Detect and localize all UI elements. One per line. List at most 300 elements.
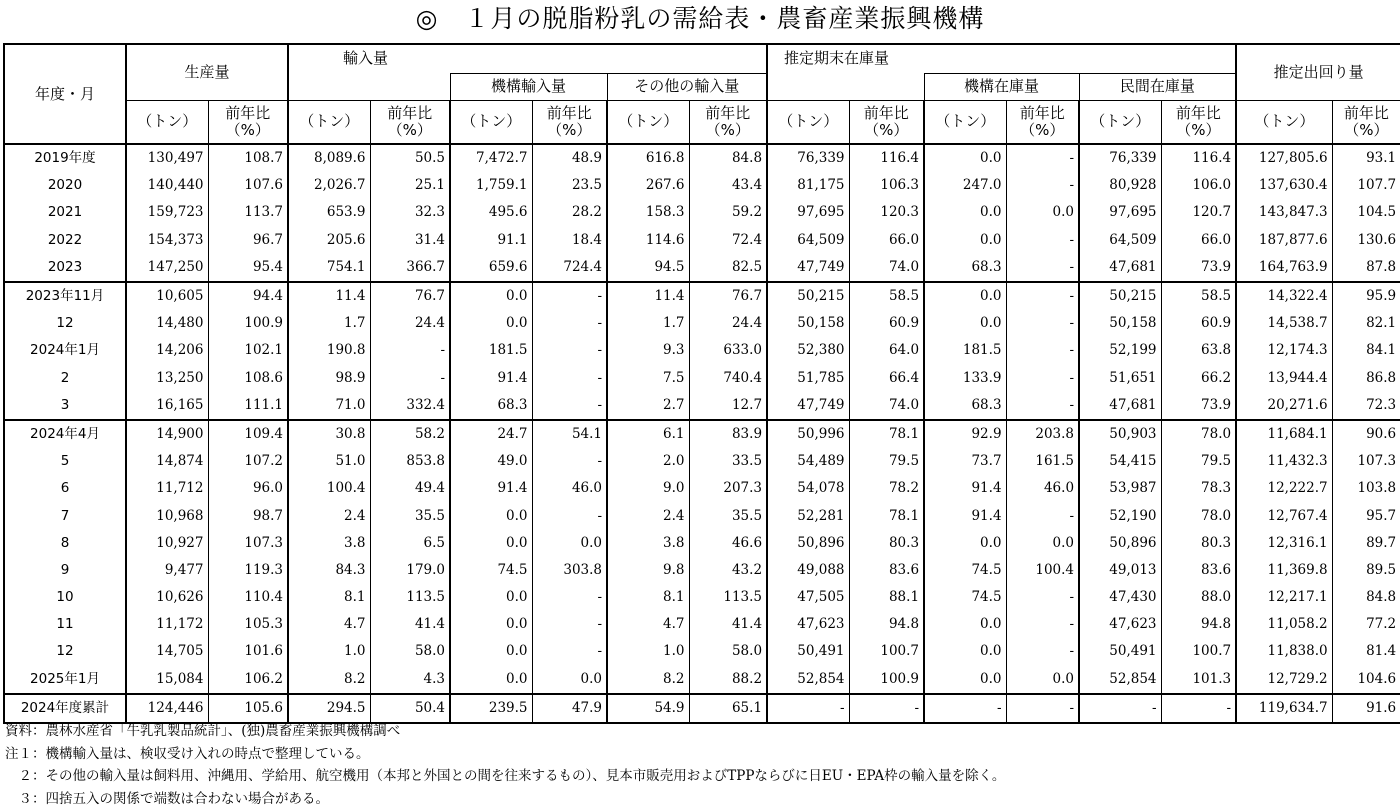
data-cell: 154,373 [126,227,208,254]
data-cell: 12,174.3 [1236,337,1332,364]
data-cell: 97,695 [767,199,849,226]
data-cell: 143,847.3 [1236,199,1332,226]
data-cell: 81.4 [1332,638,1400,665]
data-cell: 50,996 [767,420,849,448]
total-row [4,694,1400,723]
row-label: 2021 [4,199,126,226]
data-cell: 72.3 [1332,392,1400,420]
data-cell: 59.2 [689,199,767,226]
data-cell: 205.6 [288,227,370,254]
data-cell: - [532,638,607,665]
unit-ton-header: （トン） [1236,100,1332,144]
data-cell: 130.6 [1332,227,1400,254]
data-cell: 51,785 [767,365,849,392]
data-cell: 20,271.6 [1236,392,1332,420]
data-cell: 853.8 [370,448,450,475]
data-cell: 49.4 [370,475,450,502]
data-cell: - [1006,227,1079,254]
data-cell: 52,854 [767,666,849,694]
data-cell: 78.1 [849,502,924,529]
data-cell: 0.0 [924,530,1006,557]
data-cell: 124,446 [126,694,208,723]
data-cell: 52,854 [1079,666,1161,694]
data-cell: 366.7 [370,254,450,282]
data-cell: 267.6 [607,172,689,199]
header-end-stock-spacer [767,73,924,100]
data-cell: 11,369.8 [1236,557,1332,584]
data-cell: 68.3 [924,392,1006,420]
data-cell: 84.8 [689,144,767,172]
data-cell: 187,877.6 [1236,227,1332,254]
data-cell: 105.6 [208,694,288,723]
row-label: 3 [4,392,126,420]
data-cell: - [1006,254,1079,282]
data-cell: 32.3 [370,199,450,226]
note-2: ２：その他の輸入量は飼料用、沖縄用、学給用、航空機用（本邦と外国との間を往来するもの）、見本市販売用およびTPPならびに日EU・EPA枠の輸入量を除く。 [5,768,1006,784]
data-cell: 30.8 [288,420,370,448]
data-cell: 66.0 [849,227,924,254]
data-cell: 0.0 [450,584,532,611]
note-3: ３：四捨五入の関係で端数は合わない場合がある。 [5,790,329,807]
data-cell: 35.5 [689,502,767,529]
data-cell: 0.0 [924,227,1006,254]
data-cell: 0.0 [450,530,532,557]
data-cell: 95.7 [1332,502,1400,529]
data-cell: 47,505 [767,584,849,611]
data-cell: 6.5 [370,530,450,557]
data-cell: 102.1 [208,337,288,364]
data-cell: 106.0 [1161,172,1236,199]
data-cell: 11,172 [126,611,208,638]
data-cell: 41.4 [370,611,450,638]
data-cell: 0.0 [1006,530,1079,557]
data-cell: 78.3 [1161,475,1236,502]
data-cell: 64,509 [1079,227,1161,254]
data-cell: 78.0 [1161,420,1236,448]
data-cell: 140,440 [126,172,208,199]
data-cell: 0.0 [924,666,1006,694]
data-cell: 8.1 [288,584,370,611]
data-cell: 107.3 [1332,448,1400,475]
data-cell: 239.5 [450,694,532,723]
data-cell: 179.0 [370,557,450,584]
data-cell: 495.6 [450,199,532,226]
data-cell: - [1079,694,1161,723]
data-cell: 113.7 [208,199,288,226]
data-cell: 332.4 [370,392,450,420]
data-cell: 18.4 [532,227,607,254]
data-cell: 77.2 [1332,611,1400,638]
data-cell: - [1006,337,1079,364]
data-cell: 92.9 [924,420,1006,448]
data-cell: 111.1 [208,392,288,420]
data-cell: 120.3 [849,199,924,226]
data-cell: 2,026.7 [288,172,370,199]
data-cell: 0.0 [532,666,607,694]
supply-demand-table [3,43,1400,724]
data-cell: 83.6 [1161,557,1236,584]
unit-yoy-header: 前年比 （%） [532,100,607,144]
table-header [4,44,1400,144]
row-label: 2025年1月 [4,666,126,694]
data-cell: 47,749 [767,392,849,420]
table-row [4,310,1400,337]
data-cell: 14,900 [126,420,208,448]
data-cell: 72.4 [689,227,767,254]
data-cell: 82.5 [689,254,767,282]
data-cell: 101.3 [1161,666,1236,694]
data-cell: 108.6 [208,365,288,392]
data-cell: 50,896 [767,530,849,557]
data-cell: - [532,282,607,310]
data-cell: 119.3 [208,557,288,584]
data-cell: 88.0 [1161,584,1236,611]
data-cell: 103.8 [1332,475,1400,502]
data-cell: 95.4 [208,254,288,282]
data-cell: 76.7 [689,282,767,310]
data-cell: 80.3 [1161,530,1236,557]
row-label: 10 [4,584,126,611]
data-cell: 63.8 [1161,337,1236,364]
table-row [4,530,1400,557]
data-cell: 4.7 [288,611,370,638]
data-cell: 91.6 [1332,694,1400,723]
data-cell: 16,165 [126,392,208,420]
data-cell: 133.9 [924,365,1006,392]
data-cell: 94.8 [849,611,924,638]
data-cell: 24.4 [689,310,767,337]
data-cell: 50,491 [767,638,849,665]
data-cell: 89.7 [1332,530,1400,557]
data-cell: 13,250 [126,365,208,392]
data-cell: 53,987 [1079,475,1161,502]
data-cell: 91.4 [450,475,532,502]
data-cell: 58.0 [370,638,450,665]
data-cell: 100.7 [849,638,924,665]
data-cell: - [849,694,924,723]
data-cell: 3.8 [607,530,689,557]
data-cell: 119,634.7 [1236,694,1332,723]
data-cell: 74.5 [450,557,532,584]
data-cell: 95.9 [1332,282,1400,310]
row-label: 2024年1月 [4,337,126,364]
data-cell: 0.0 [450,638,532,665]
data-cell: 100.4 [1006,557,1079,584]
data-cell: 47,681 [1079,392,1161,420]
data-cell: 91.4 [924,475,1006,502]
data-cell: 78.2 [849,475,924,502]
data-cell: 294.5 [288,694,370,723]
data-cell: 107.6 [208,172,288,199]
data-cell: 12,316.1 [1236,530,1332,557]
data-cell: 130,497 [126,144,208,172]
data-cell: 14,874 [126,448,208,475]
data-cell: 54,078 [767,475,849,502]
data-cell: 52,380 [767,337,849,364]
data-cell: 754.1 [288,254,370,282]
data-cell: 47.9 [532,694,607,723]
data-cell: 41.4 [689,611,767,638]
data-cell: 52,190 [1079,502,1161,529]
data-cell: 64,509 [767,227,849,254]
data-cell: - [1006,365,1079,392]
header-shipments: 推定出回り量 [1236,44,1400,100]
data-cell: 120.7 [1161,199,1236,226]
data-cell: 47,681 [1079,254,1161,282]
table-row [4,392,1400,420]
data-cell: 11,058.2 [1236,611,1332,638]
data-cell: 79.5 [849,448,924,475]
unit-ton-header: （トン） [126,100,208,144]
unit-ton-header: （トン） [924,100,1006,144]
unit-yoy-header: 前年比 （%） [849,100,924,144]
table-row [4,420,1400,448]
data-cell: 49.0 [450,448,532,475]
data-cell: 127,805.6 [1236,144,1332,172]
data-cell: 35.5 [370,502,450,529]
data-cell: 203.8 [1006,420,1079,448]
data-cell: 50.5 [370,144,450,172]
data-cell: 105.3 [208,611,288,638]
data-cell: 94.4 [208,282,288,310]
header-production: 生産量 [126,44,288,100]
data-cell: 71.0 [288,392,370,420]
header-imports: 輸入量 [288,44,767,73]
data-cell: 12,217.1 [1236,584,1332,611]
data-cell: - [767,694,849,723]
data-cell: 4.3 [370,666,450,694]
header-agency-stock: 機構在庫量 [924,73,1079,100]
data-cell: - [532,584,607,611]
data-cell: - [370,365,450,392]
data-cell: 616.8 [607,144,689,172]
data-cell: 76,339 [1079,144,1161,172]
data-cell: 181.5 [924,337,1006,364]
data-cell: 106.3 [849,172,924,199]
data-cell: 12,767.4 [1236,502,1332,529]
data-cell: 8.2 [607,666,689,694]
data-cell: 0.0 [924,282,1006,310]
data-cell: 108.7 [208,144,288,172]
data-cell: 10,927 [126,530,208,557]
header-year-month: 年度・月 [4,44,126,144]
data-cell: 46.6 [689,530,767,557]
data-cell: 2.4 [607,502,689,529]
row-label: 2019年度 [4,144,126,172]
data-cell: 51.0 [288,448,370,475]
data-cell: 82.1 [1332,310,1400,337]
data-cell: 0.0 [924,310,1006,337]
data-cell: 93.1 [1332,144,1400,172]
unit-yoy-header: 前年比 （%） [1006,100,1079,144]
data-cell: 11,432.3 [1236,448,1332,475]
table-row [4,365,1400,392]
data-cell: 107.2 [208,448,288,475]
data-cell: - [1006,638,1079,665]
table-row [4,611,1400,638]
data-cell: 87.8 [1332,254,1400,282]
data-cell: 24.4 [370,310,450,337]
data-cell: 159,723 [126,199,208,226]
header-end-stock: 推定期末在庫量 [767,44,1236,73]
data-cell: 84.1 [1332,337,1400,364]
data-cell: 66.4 [849,365,924,392]
data-cell: 101.6 [208,638,288,665]
row-label: 2023年11月 [4,282,126,310]
row-label: 2 [4,365,126,392]
data-cell: 9.8 [607,557,689,584]
data-cell: 52,199 [1079,337,1161,364]
data-cell: 74.0 [849,392,924,420]
data-cell: 0.0 [924,638,1006,665]
data-cell: - [1006,392,1079,420]
note-1: 注１：機構輸入量は、検収受け入れの時点で整理している。 [5,745,370,762]
table-row [4,282,1400,310]
data-cell: 68.3 [924,254,1006,282]
data-cell: 100.9 [849,666,924,694]
data-cell: 50,896 [1079,530,1161,557]
unit-yoy-header: 前年比 （%） [1332,100,1400,144]
data-cell: 12,222.7 [1236,475,1332,502]
data-cell: 60.9 [1161,310,1236,337]
data-cell: 0.0 [450,502,532,529]
row-label: 6 [4,475,126,502]
data-cell: 0.0 [450,282,532,310]
row-label: 8 [4,530,126,557]
row-label: 12 [4,310,126,337]
data-cell: 78.1 [849,420,924,448]
row-label: 7 [4,502,126,529]
data-cell: 80.3 [849,530,924,557]
data-cell: 0.0 [1006,666,1079,694]
data-cell: 14,480 [126,310,208,337]
table-row [4,144,1400,172]
data-cell: 303.8 [532,557,607,584]
data-cell: 11,838.0 [1236,638,1332,665]
table-row [4,448,1400,475]
header-agency-imports: 機構輸入量 [450,73,607,100]
unit-ton-header: （トン） [607,100,689,144]
data-cell: 659.6 [450,254,532,282]
data-cell: 161.5 [1006,448,1079,475]
data-cell: 0.0 [924,611,1006,638]
row-label: 12 [4,638,126,665]
data-cell: 8.2 [288,666,370,694]
data-cell: 100.4 [288,475,370,502]
data-cell: 110.4 [208,584,288,611]
data-cell: 9,477 [126,557,208,584]
data-cell: 1.7 [607,310,689,337]
data-cell: 10,968 [126,502,208,529]
data-cell: - [370,337,450,364]
data-cell: 50,158 [767,310,849,337]
unit-ton-header: （トン） [767,100,849,144]
data-cell: 54,415 [1079,448,1161,475]
unit-yoy-header: 前年比 （%） [370,100,450,144]
data-cell: 48.9 [532,144,607,172]
data-cell: 46.0 [532,475,607,502]
data-cell: 46.0 [1006,475,1079,502]
data-cell: - [532,337,607,364]
data-cell: - [532,611,607,638]
data-cell: 116.4 [1161,144,1236,172]
data-cell: - [532,365,607,392]
data-cell: 100.9 [208,310,288,337]
data-cell: 89.5 [1332,557,1400,584]
data-cell: 80,928 [1079,172,1161,199]
data-cell: - [1006,611,1079,638]
data-cell: 90.6 [1332,420,1400,448]
data-cell: 2.0 [607,448,689,475]
data-cell: 25.1 [370,172,450,199]
data-cell: 94.5 [607,254,689,282]
data-cell: 11,712 [126,475,208,502]
data-cell: 68.3 [450,392,532,420]
data-cell: 633.0 [689,337,767,364]
data-cell: 104.6 [1332,666,1400,694]
data-cell: 50,215 [767,282,849,310]
data-cell: - [1006,502,1079,529]
data-cell: 47,623 [767,611,849,638]
data-cell: 28.2 [532,199,607,226]
data-cell: 83.9 [689,420,767,448]
data-cell: 49,013 [1079,557,1161,584]
data-cell: 164,763.9 [1236,254,1332,282]
data-cell: 0.0 [450,611,532,638]
data-cell: 50,903 [1079,420,1161,448]
row-label: 2024年度累計 [4,694,126,723]
data-cell: 96.7 [208,227,288,254]
data-cell: 0.0 [1006,199,1079,226]
data-cell: 50,158 [1079,310,1161,337]
data-cell: 109.4 [208,420,288,448]
data-cell: 15,084 [126,666,208,694]
data-cell: 33.5 [689,448,767,475]
unit-ton-header: （トン） [1079,100,1161,144]
data-cell: 107.7 [1332,172,1400,199]
footnotes [5,720,1395,810]
data-cell: - [532,448,607,475]
note-source: 資料：農林水産省「牛乳乳製品統計」、(独)農畜産業振興機構調べ [5,723,401,739]
data-cell: 0.0 [450,666,532,694]
data-cell: 8,089.6 [288,144,370,172]
unit-yoy-header: 前年比 （%） [1161,100,1236,144]
table-row [4,584,1400,611]
data-cell: 114.6 [607,227,689,254]
data-cell: 107.3 [208,530,288,557]
data-cell: 1.0 [607,638,689,665]
data-cell: - [924,694,1006,723]
data-cell: 76.7 [370,282,450,310]
unit-ton-header: （トン） [288,100,370,144]
table-row [4,557,1400,584]
data-cell: - [1006,172,1079,199]
data-cell: 4.7 [607,611,689,638]
data-cell: - [1161,694,1236,723]
data-cell: 1.0 [288,638,370,665]
data-cell: 47,430 [1079,584,1161,611]
data-cell: 7,472.7 [450,144,532,172]
data-cell: 14,322.4 [1236,282,1332,310]
data-cell: 740.4 [689,365,767,392]
data-cell: 84.8 [1332,584,1400,611]
data-cell: 96.0 [208,475,288,502]
data-cell: 1.7 [288,310,370,337]
unit-ton-header: （トン） [450,100,532,144]
data-cell: 86.8 [1332,365,1400,392]
table-row [4,172,1400,199]
data-cell: 13,944.4 [1236,365,1332,392]
